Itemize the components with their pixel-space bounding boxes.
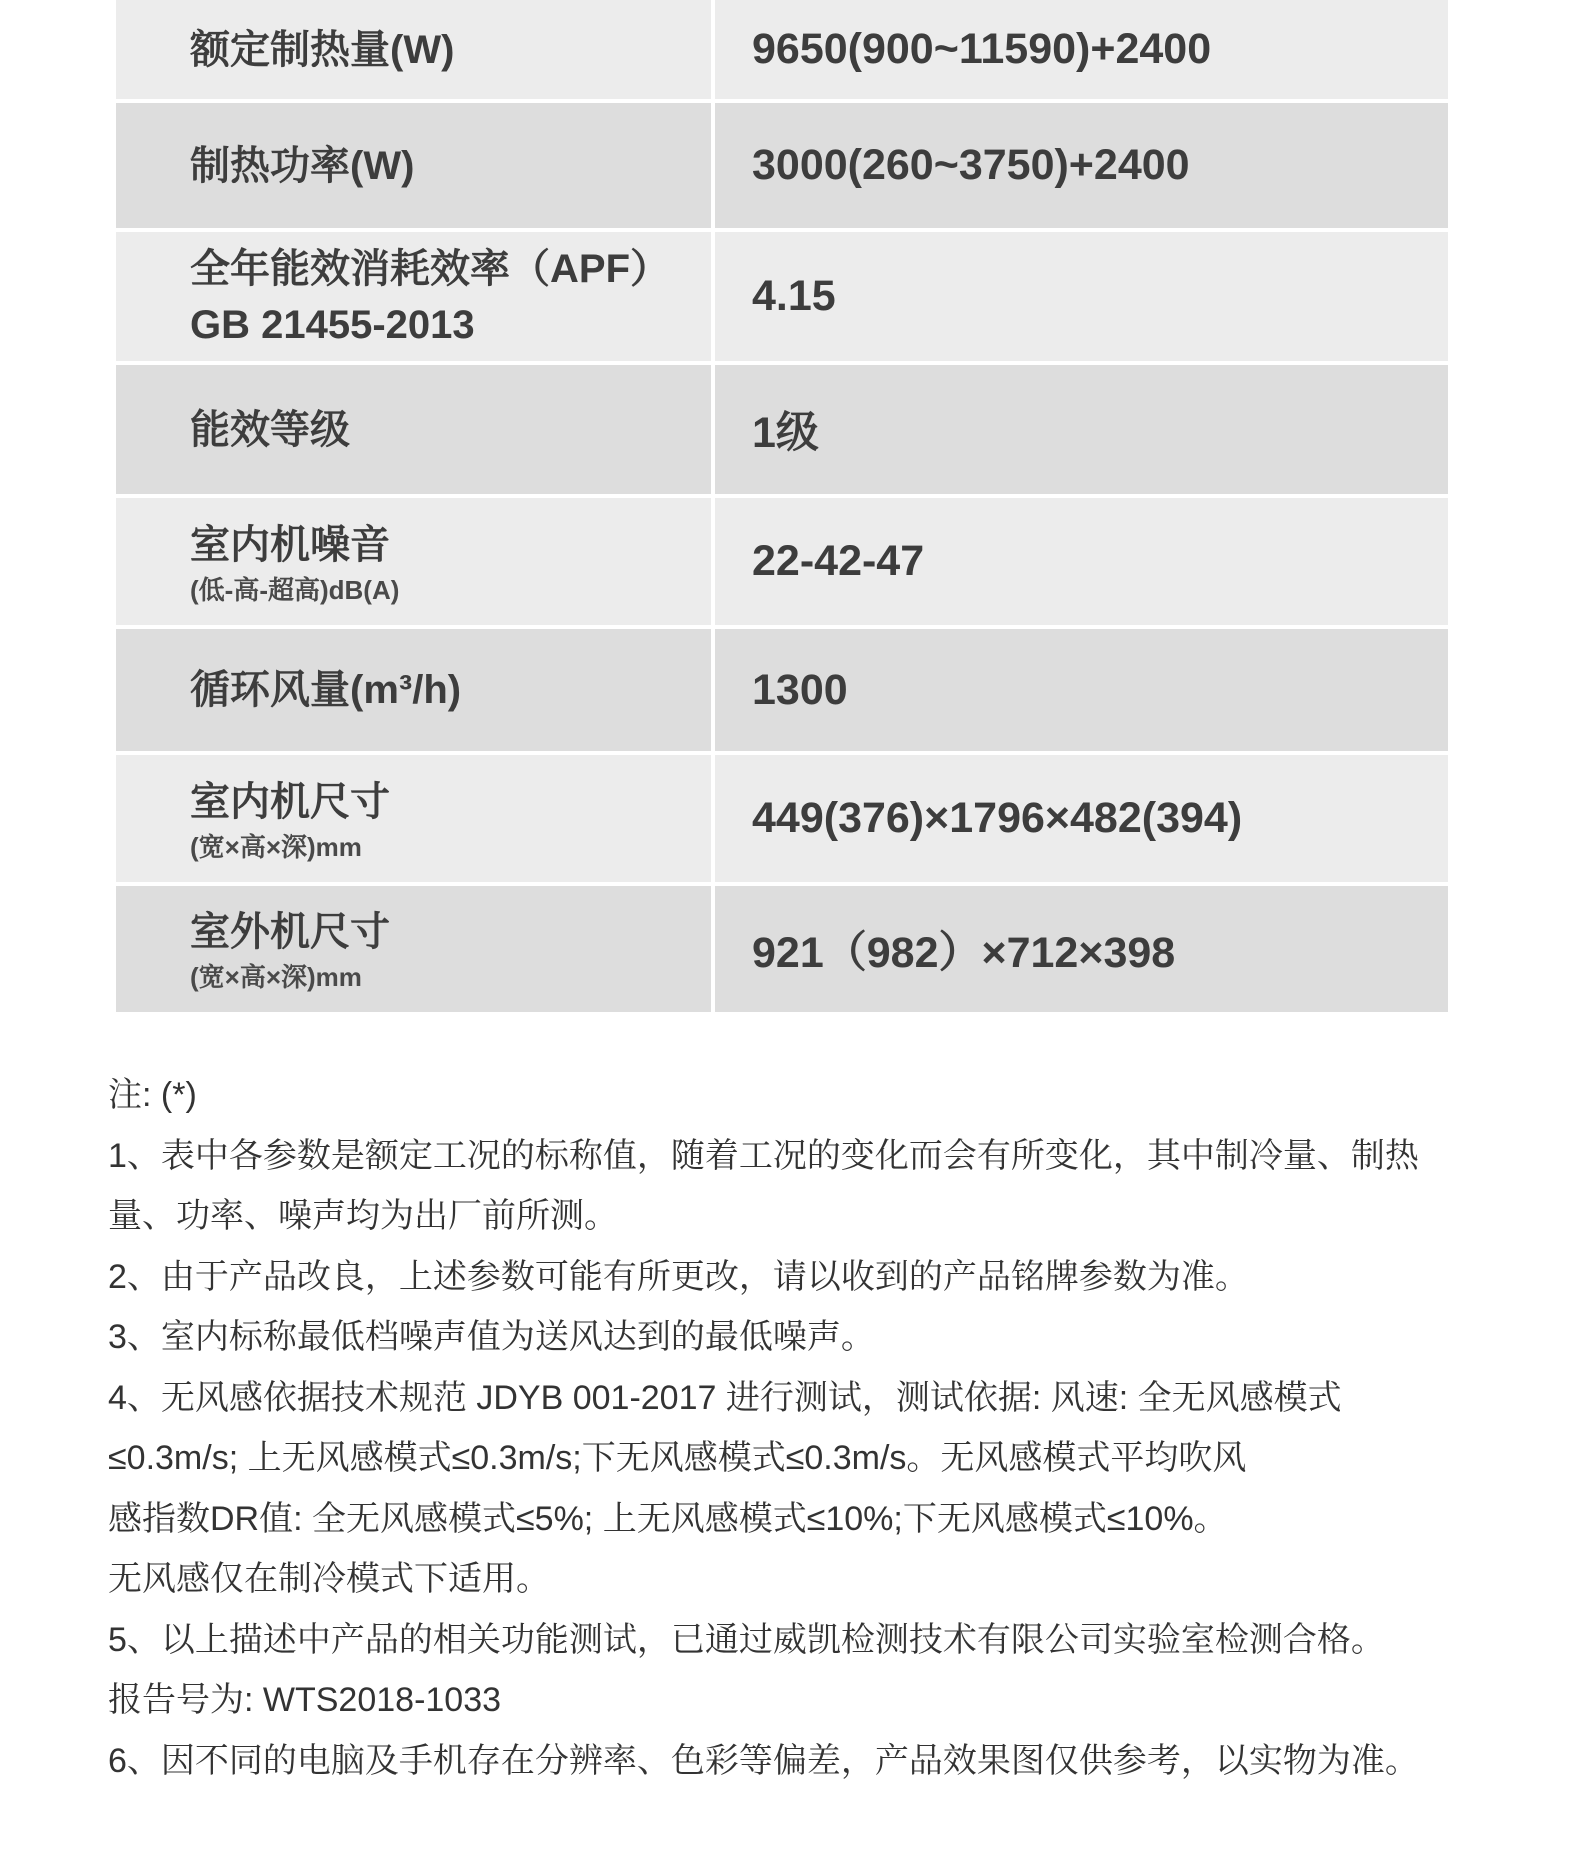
spec-value: 1级 <box>752 409 819 457</box>
spec-label-sub: (宽×高×深)mm <box>190 831 362 862</box>
note-line: 5、以上描述中产品的相关功能测试，已通过威凯检测技术有限公司实验室检测合格。 <box>108 1620 1385 1659</box>
spec-label: 循环风量(m³/h) <box>190 668 462 712</box>
spec-row-outdoor-size <box>116 884 1448 1012</box>
spec-value: 449(376)×1796×482(394) <box>752 794 1243 842</box>
spec-label-cell <box>116 230 713 363</box>
spec-value-cell <box>713 496 1448 627</box>
note-line: 感指数DR值: 全无风感模式≤5%; 上无风感模式≤10%;下无风感模式≤10%。 <box>108 1499 1228 1538</box>
spec-row-energy-grade <box>116 363 1448 496</box>
spec-label-cell <box>116 0 713 101</box>
spec-value-cell <box>713 363 1448 496</box>
spec-label-cell <box>116 753 713 884</box>
spec-label-cell <box>116 884 713 1012</box>
spec-value: 9650(900~11590)+2400 <box>752 25 1212 73</box>
note-line: 3、室内标称最低档噪声值为送风达到的最低噪声。 <box>108 1318 875 1356</box>
spec-row-heating-power <box>116 101 1448 230</box>
spec-label: 室内机噪音 <box>190 522 390 567</box>
spec-value: 1300 <box>752 665 848 714</box>
note-line: 6、因不同的电脑及手机存在分辨率、色彩等偏差，产品效果图仅供参考，以实物为准。 <box>108 1741 1419 1780</box>
spec-label-cell <box>116 627 713 753</box>
note-line: 2、由于产品改良，上述参数可能有所更改，请以收到的产品铭牌参数为准。 <box>108 1257 1249 1296</box>
spec-value-cell <box>713 0 1448 101</box>
spec-value-cell <box>713 753 1448 884</box>
spec-value: 921（982）×712×398 <box>752 928 1176 977</box>
note-line: 4、无风感依据技术规范 JDYB 001-2017 进行测试，测试依据: 风速: 全无风感模式 <box>108 1378 1342 1417</box>
spec-row-indoor-size <box>116 753 1448 884</box>
spec-label: 额定制热量(W) <box>190 27 455 72</box>
spec-label-cell <box>116 363 713 496</box>
spec-label: 室内机尺寸 <box>190 779 390 824</box>
spec-value-cell <box>713 627 1448 753</box>
spec-value-cell <box>713 884 1448 1012</box>
spec-value-cell <box>713 230 1448 363</box>
note-line: 1、表中各参数是额定工况的标称值，随着工况的变化而会有所变化，其中制冷量、制热 <box>108 1136 1419 1175</box>
spec-row-indoor-noise <box>116 496 1448 627</box>
spec-label: 全年能效消耗效率（APF） <box>190 246 670 291</box>
spec-row-apf <box>116 230 1448 363</box>
note-line: 报告号为: WTS2018-1033 <box>108 1681 502 1719</box>
spec-value: 22-42-47 <box>752 537 925 585</box>
notes-section <box>108 1065 1468 1791</box>
spec-table <box>116 0 1448 1012</box>
spec-label-cell <box>116 496 713 627</box>
notes-heading: 注: (*) <box>108 1076 197 1114</box>
spec-value: 3000(260~3750)+2400 <box>752 141 1190 189</box>
note-line: 无风感仅在制冷模式下适用。 <box>108 1560 550 1598</box>
spec-value: 4.15 <box>752 272 836 320</box>
spec-row-rated-heating-capacity <box>116 0 1448 101</box>
spec-value-cell <box>713 101 1448 230</box>
note-line: ≤0.3m/s; 上无风感模式≤0.3m/s;下无风感模式≤0.3m/s。无风感模式平均吹风 <box>108 1439 1247 1477</box>
spec-row-airflow <box>116 627 1448 753</box>
spec-label-sub: (低-高-超高)dB(A) <box>190 574 400 605</box>
spec-label-standard: GB 21455-2013 <box>190 302 475 347</box>
note-line: 量、功率、噪声均为出厂前所测。 <box>108 1197 618 1235</box>
spec-label-cell <box>116 101 713 230</box>
spec-label: 室外机尺寸 <box>190 910 390 954</box>
spec-label: 制热功率(W) <box>190 143 415 188</box>
spec-label: 能效等级 <box>190 407 350 452</box>
spec-label-sub: (宽×高×深)mm <box>190 962 362 992</box>
